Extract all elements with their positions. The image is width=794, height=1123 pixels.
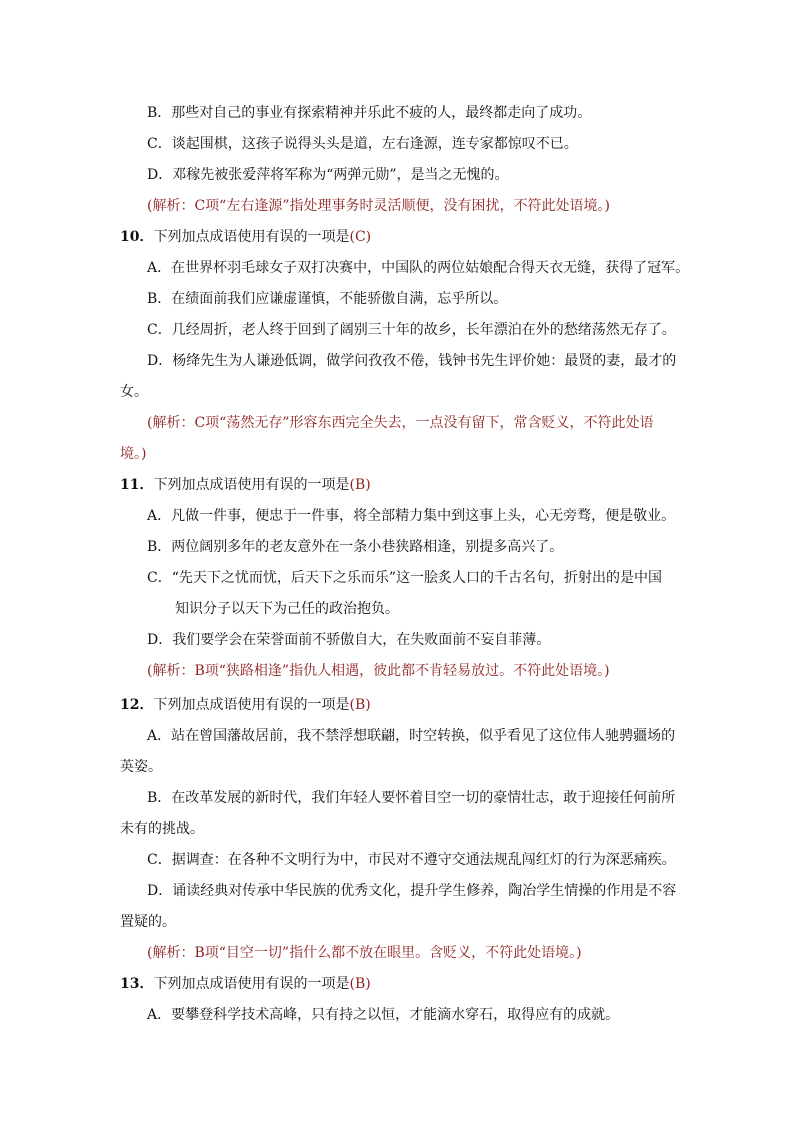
q12-stem xyxy=(120,695,371,715)
q10-option-d-line2: 女。 xyxy=(120,384,148,400)
q11-option-c-line2: 知识分子以天下为己任的政治抱负。 xyxy=(175,601,399,617)
q11-solution: (解析：B项“狭路相逢”指仇人相遇，彼此都不肯轻易放过。不符此处语境。) xyxy=(147,663,610,679)
q13-number: 13． xyxy=(120,976,154,992)
q12-option-d-line2: 置疑的。 xyxy=(120,914,176,930)
q11-text: 下列加点成语使用有误的一项是 xyxy=(153,477,350,493)
q11-option-d: D．我们要学会在荣誉面前不骄傲自大，在失败面前不妄自菲薄。 xyxy=(147,632,551,648)
q9-option-c: C．谈起围棋，这孩子说得头头是道，左右逢源，连专家都惊叹不已。 xyxy=(147,136,578,152)
q11-number: 11． xyxy=(120,477,154,493)
q11-answer: (B) xyxy=(349,477,371,493)
q13-stem xyxy=(120,974,371,994)
q11-stem xyxy=(120,475,371,495)
q12-option-b-line1: B．在改革发展的新时代，我们年轻人要怀着目空一切的豪情壮志，敢于迎接任何前所 xyxy=(147,790,676,806)
q10-solution-line2: 境。) xyxy=(120,446,147,462)
q10-text: 下列加点成语使用有误的一项是 xyxy=(153,229,350,245)
q12-option-c: C．据调查：在各种不文明行为中，市民对不遵守交通法规乱闯红灯的行为深恶痛疾。 xyxy=(147,852,676,868)
q12-option-a-line2: 英姿。 xyxy=(120,759,162,775)
q9-option-d: D．邓稼先被张爱萍将军称为“两弹元勋”，是当之无愧的。 xyxy=(147,167,509,183)
q10-option-b: B．在绩面前我们应谦虚谨慎，不能骄傲自满，忘乎所以。 xyxy=(147,291,508,307)
q10-stem xyxy=(120,227,371,247)
q12-solution: (解析：B项“目空一切”指什么都不放在眼里。含贬义，不符此处语境。) xyxy=(147,945,582,961)
q12-text: 下列加点成语使用有误的一项是 xyxy=(153,697,350,713)
q12-option-b-line2: 未有的挑战。 xyxy=(120,821,204,837)
q9-option-b: B．那些对自己的事业有探索精神并乐此不疲的人，最终都走向了成功。 xyxy=(147,105,592,121)
q10-solution-line1: (解析：C项“荡然无存”形容东西完全失去，一点没有留下，常含贬义，不符此处语 xyxy=(147,415,654,431)
q10-option-d-line1: D．杨绛先生为人谦逊低调，做学问孜孜不倦，钱钟书先生评价她：最贤的妻，最才的 xyxy=(147,353,677,369)
q10-answer: (C) xyxy=(349,229,372,245)
q13-text: 下列加点成语使用有误的一项是 xyxy=(153,976,350,992)
q12-option-a-line1: A．站在曾国藩故居前，我不禁浮想联翩，时空转换，似乎看见了这位伟人驰骋疆场的 xyxy=(147,728,676,744)
q12-option-d-line1: D．诵读经典对传承中华民族的优秀文化，提升学生修养，陶冶学生情操的作用是不容 xyxy=(147,883,677,899)
q12-answer: (B) xyxy=(349,697,371,713)
q12-number: 12． xyxy=(120,697,154,713)
q13-answer: (B) xyxy=(349,976,371,992)
q11-option-a: A．凡做一件事，便忠于一件事，将全部精力集中到这事上头，心无旁骛，便是敬业。 xyxy=(147,508,676,524)
q11-option-b: B．两位阔别多年的老友意外在一条小巷狭路相逢，别提多高兴了。 xyxy=(147,539,564,555)
q9-solution: (解析：C项“左右逢源”指处理事务时灵活顺便，没有困扰，不符此处语境。) xyxy=(147,198,610,214)
q13-option-a: A．要攀登科学技术高峰，只有持之以恒，才能滴水穿石，取得应有的成就。 xyxy=(147,1007,620,1023)
q10-option-a: A．在世界杯羽毛球女子双打决赛中，中国队的两位姑娘配合得天衣无缝，获得了冠军。 xyxy=(147,260,690,276)
q10-number: 10． xyxy=(120,229,154,245)
q11-option-c-line1: C．“先天下之忧而忧，后天下之乐而乐”这一脍炙人口的千古名句，折射出的是中国 xyxy=(147,570,663,586)
q10-option-c: C．几经周折，老人终于回到了阔别三十年的故乡，长年漂泊在外的愁绪荡然无存了。 xyxy=(147,322,676,338)
